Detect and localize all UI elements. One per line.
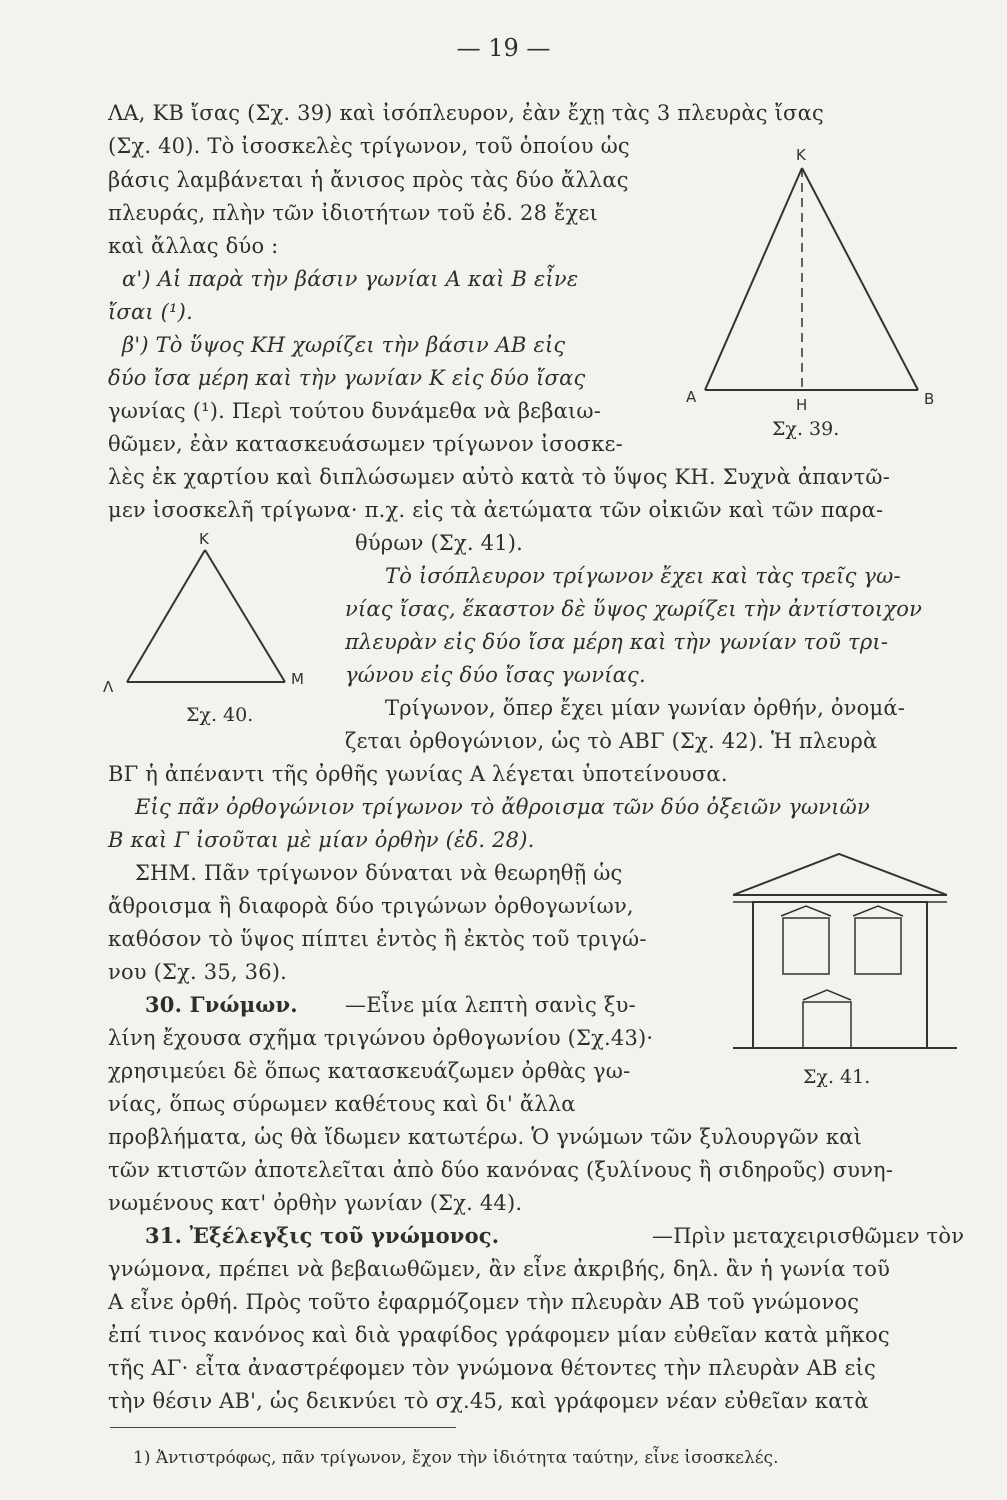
text-line: δύο ἴσα μέρη καὶ τὴν γωνίαν Κ εἰς δύο ἴσας xyxy=(108,366,586,390)
label-b: Β xyxy=(924,390,935,408)
figure-40-caption: Σχ. 40. xyxy=(186,704,254,726)
text-line: τῆς ΑΓ· εἶτα ἀναστρέφομεν τὸν γνώμονα θέτοντες τὴν πλευρὰν ΑΒ εἰς xyxy=(108,1356,876,1380)
text-line: νίας, ὅπως σύρωμεν καθέτους καὶ δι' ἄλλα xyxy=(108,1092,576,1116)
text-line: χρησιμεύει δὲ ὅπως κατασκευάζωμεν ὀρθὰς γω- xyxy=(108,1059,631,1083)
pediment xyxy=(733,854,947,895)
text-line: μεν ἰσοσκελῆ τρίγωνα· π.χ. εἰς τὰ ἀετώματα τῶν οἰκιῶν καὶ τῶν παρα- xyxy=(108,498,884,522)
text-line: γωνίας (¹). Περὶ τούτου δυνάμεθα νὰ βεβαιω- xyxy=(108,399,602,423)
text-line: β') Τὸ ὕψος ΚΗ χωρίζει τὴν βάσιν ΑΒ εἰς xyxy=(122,333,566,357)
text-line: Α εἶνε ὀρθή. Πρὸς τοῦτο ἐφαρμόζομεν τὴν πλευρὰν ΑΒ τοῦ γνώμονος xyxy=(108,1290,860,1314)
text-line: γνώμονα, πρέπει νὰ βεβαιωθῶμεν, ἂν εἶνε ἀκριβής, δηλ. ἂν ἡ γωνία τοῦ xyxy=(108,1257,891,1281)
text-line: καὶ ἄλλας δύο : xyxy=(108,234,279,258)
door xyxy=(803,1002,851,1048)
text-line: Τρίγωνον, ὅπερ ἔχει μίαν γωνίαν ὀρθήν, ὀνομά- xyxy=(385,696,906,720)
side-kb xyxy=(802,168,918,390)
text-line: νίας ἴσας, ἕκαστον δὲ ὕψος χωρίζει τὴν ἀντίστοιχον xyxy=(345,597,923,621)
figure-39-caption: Σχ. 39. xyxy=(772,418,840,440)
figure-41-house xyxy=(725,850,965,1060)
window-right xyxy=(855,918,901,974)
text-line: λίνη ἔχουσα σχῆμα τριγώνου ὀρθογωνίου (Σχ.43)· xyxy=(108,1026,654,1050)
text-line: ἐπί τινος κανόνος καὶ διὰ γραφίδος γράφομεν μίαν εὐθεῖαν κατὰ μῆκος xyxy=(108,1323,890,1347)
label-a: Α xyxy=(686,388,697,406)
label-k: Κ xyxy=(199,530,209,548)
footnote-rule xyxy=(110,1427,456,1428)
text-line: ἴσαι (¹). xyxy=(108,300,193,324)
text-line: ἄθροισμα ἢ διαφορὰ δύο τριγώνων ὀρθογωνίων, xyxy=(108,894,634,918)
section-heading: 31. Ἐξέλεγξις τοῦ γνώμονος. xyxy=(145,1223,500,1248)
text-line: γώνου εἰς δύο ἴσας γωνίας. xyxy=(345,663,646,687)
text-line: (Σχ. 40). Τὸ ἰσοσκελὲς τρίγωνον, τοῦ ὁποίου ὡς xyxy=(108,134,630,158)
label-k: Κ xyxy=(796,146,806,164)
side-ka xyxy=(705,168,802,390)
text-line: πλευρὰν εἰς δύο ἴσα μέρη καὶ τὴν γωνίαν τοῦ τρι- xyxy=(345,630,889,654)
text-line: λὲς ἐκ χαρτίου καὶ διπλώσωμεν αὐτὸ κατὰ τὸ ὕψος ΚΗ. Συχνὰ ἀπαντῶ- xyxy=(108,465,891,489)
footnote: 1) Ἀντιστρόφως, πᾶν τρίγωνον, ἔχον τὴν ἰδιότητα ταύτην, εἶνε ἰσοσκελές. xyxy=(133,1448,779,1468)
label-l: Λ xyxy=(103,678,114,696)
text-line: Εἰς πᾶν ὀρθογώνιον τρίγωνον τὸ ἄθροισμα τῶν δύο ὀξειῶν γωνιῶν xyxy=(135,795,870,819)
side-kl xyxy=(127,550,205,682)
text-line: πλευράς, πλὴν τῶν ἰδιοτήτων τοῦ ἐδ. 28 ἔχει xyxy=(108,201,598,225)
text-line: —Εἶνε μία λεπτὴ σανὶς ξυ- xyxy=(345,993,636,1017)
text-line: Τὸ ἰσόπλευρον τρίγωνον ἔχει καὶ τὰς τρεῖς γω- xyxy=(385,564,901,588)
text-line: ΣΗΜ. Πᾶν τρίγωνον δύναται νὰ θεωρηθῇ ὡς xyxy=(135,861,623,885)
text-line: ζεται ὀρθογώνιον, ὡς τὸ ΑΒΓ (Σχ. 42). Ἡ πλευρὰ xyxy=(345,729,878,753)
figure-41-caption: Σχ. 41. xyxy=(803,1066,871,1088)
text-line: νωμένους κατ' ὀρθὴν γωνίαν (Σχ. 44). xyxy=(108,1191,523,1215)
label-h: Η xyxy=(796,396,808,414)
side-km xyxy=(205,550,285,682)
text-line: θῶμεν, ἐὰν κατασκευάσωμεν τρίγωνον ἰσοσκε- xyxy=(108,432,623,456)
window-left xyxy=(783,918,829,974)
text-line: προβλήματα, ὡς θὰ ἴδωμεν κατωτέρω. Ὁ γνώμων τῶν ξυλουργῶν καὶ xyxy=(108,1125,863,1149)
text-line: νου (Σχ. 35, 36). xyxy=(108,960,288,984)
text-line: καθόσον τὸ ὕψος πίπτει ἐντὸς ἢ ἐκτὸς τοῦ τριγώ- xyxy=(108,927,647,951)
figure-39-isosceles-triangle xyxy=(680,140,950,440)
text-line: Β καὶ Γ ἰσοῦται μὲ μίαν ὀρθὴν (ἐδ. 28). xyxy=(108,828,535,852)
text-line: ΛΑ, ΚΒ ἴσας (Σχ. 39) καὶ ἰσόπλευρον, ἐὰν ἔχῃ τὰς 3 πλευρὰς ἴσας xyxy=(108,101,824,125)
page-number: — 19 — xyxy=(456,34,551,62)
text-line: ΒΓ ἡ ἀπέναντι τῆς ὀρθῆς γωνίας Α λέγεται ὑποτείνουσα. xyxy=(108,762,728,786)
text-line: τῶν κτιστῶν ἀποτελεῖται ἀπὸ δύο κανόνας (ξυλίνους ἢ σιδηροῦς) συνη- xyxy=(108,1158,894,1182)
section-heading: 30. Γνώμων. xyxy=(145,992,298,1017)
label-m: Μ xyxy=(291,670,304,688)
figure-40-equilateral-triangle xyxy=(95,520,335,700)
text-line: τὴν θέσιν ΑΒ', ὡς δεικνύει τὸ σχ.45, καὶ γράφομεν νέαν εὐθεῖαν κατὰ xyxy=(108,1389,869,1413)
text-line: θύρων (Σχ. 41). xyxy=(355,531,524,555)
text-line: —Πρὶν μεταχειρισθῶμεν τὸν xyxy=(652,1224,965,1248)
text-line: α') Αἱ παρὰ τὴν βάσιν γωνίαι Α καὶ Β εἶνε xyxy=(122,267,579,291)
text-line: βάσις λαμβάνεται ἡ ἄνισος πρὸς τὰς δύο ἄλλας xyxy=(108,168,629,192)
